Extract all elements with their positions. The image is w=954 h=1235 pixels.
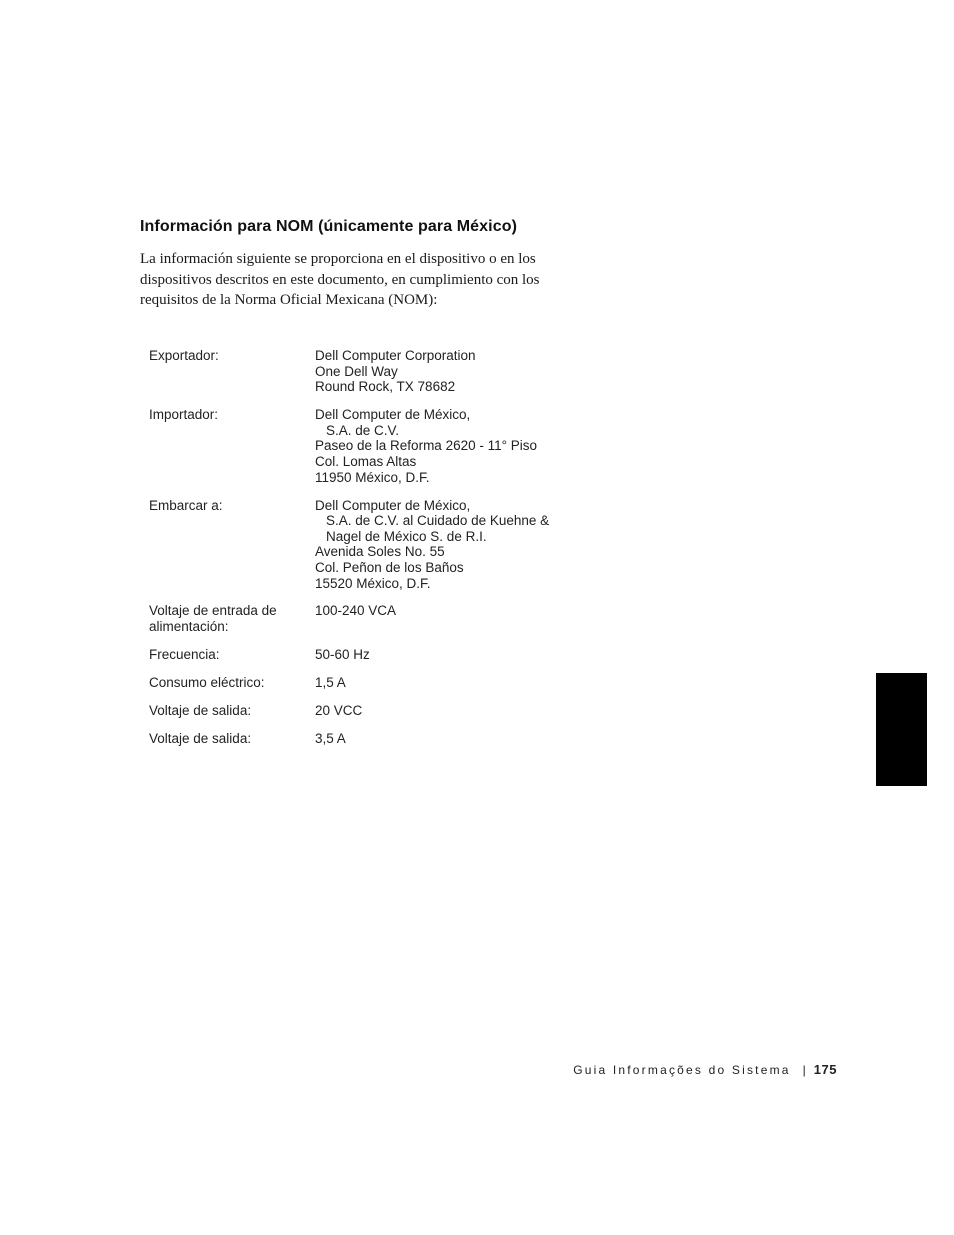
spec-label: Importador: (149, 407, 219, 423)
spec-value: 1,5 A (315, 675, 346, 691)
spec-value: 100-240 VCA (315, 603, 397, 619)
spec-row-voltaje-salida-corriente (149, 731, 579, 747)
section-heading: Información para NOM (únicamente para México) (140, 218, 518, 235)
spec-value: 3,5 A (315, 731, 346, 747)
spec-row-importador (149, 407, 579, 485)
spec-label: Exportador: (149, 348, 219, 363)
nom-spec-table (149, 348, 579, 747)
spec-row-exportador (149, 348, 579, 395)
footer-separator: | (802, 1063, 806, 1077)
spec-label: Voltaje de salida: (149, 703, 252, 719)
spec-label: Voltaje de entrada de alimentación: (149, 603, 277, 635)
spec-row-voltaje-entrada (149, 603, 579, 634)
spec-value: Dell Computer Corporation One Dell Way Round Rock, TX 78682 (315, 348, 476, 395)
intro-line: requisitos de la Norma Oficial Mexicana (NOM): (140, 292, 438, 308)
page-footer (573, 1062, 837, 1077)
spec-row-embarcar (149, 498, 579, 592)
spec-row-consumo (149, 675, 579, 691)
spec-value: 50-60 Hz (315, 647, 370, 663)
intro-line: dispositivos descritos en este documento, en cumplimiento con los (140, 271, 540, 288)
spec-row-frecuencia (149, 647, 579, 663)
spec-value: Dell Computer de México, S.A. de C.V. al Cuidado de Kuehne & Nagel de México S. de R.I. Avenida Soles No. 55 Col. Peñon de los Baños 15520 México, D.F. (315, 497, 550, 591)
spec-value: 20 VCC (315, 703, 363, 719)
spec-row-voltaje-salida (149, 703, 579, 719)
spec-value: Dell Computer de México, S.A. de C.V. Paseo de la Reforma 2620 - 11° Piso Col. Lomas Altas 11950 México, D.F. (315, 407, 538, 485)
spec-label: Consumo eléctrico: (149, 675, 265, 691)
chapter-thumb-tab (876, 673, 927, 786)
footer-title: Guia Informações do Sistema (573, 1063, 791, 1077)
spec-label: Voltaje de salida: (149, 731, 252, 747)
spec-label: Embarcar a: (149, 497, 223, 513)
spec-label: Frecuencia: (149, 647, 220, 663)
page-number: 175 (813, 1062, 837, 1077)
intro-paragraph (140, 249, 590, 311)
intro-line: La información siguiente se proporciona en el dispositivo o en los (140, 251, 536, 267)
